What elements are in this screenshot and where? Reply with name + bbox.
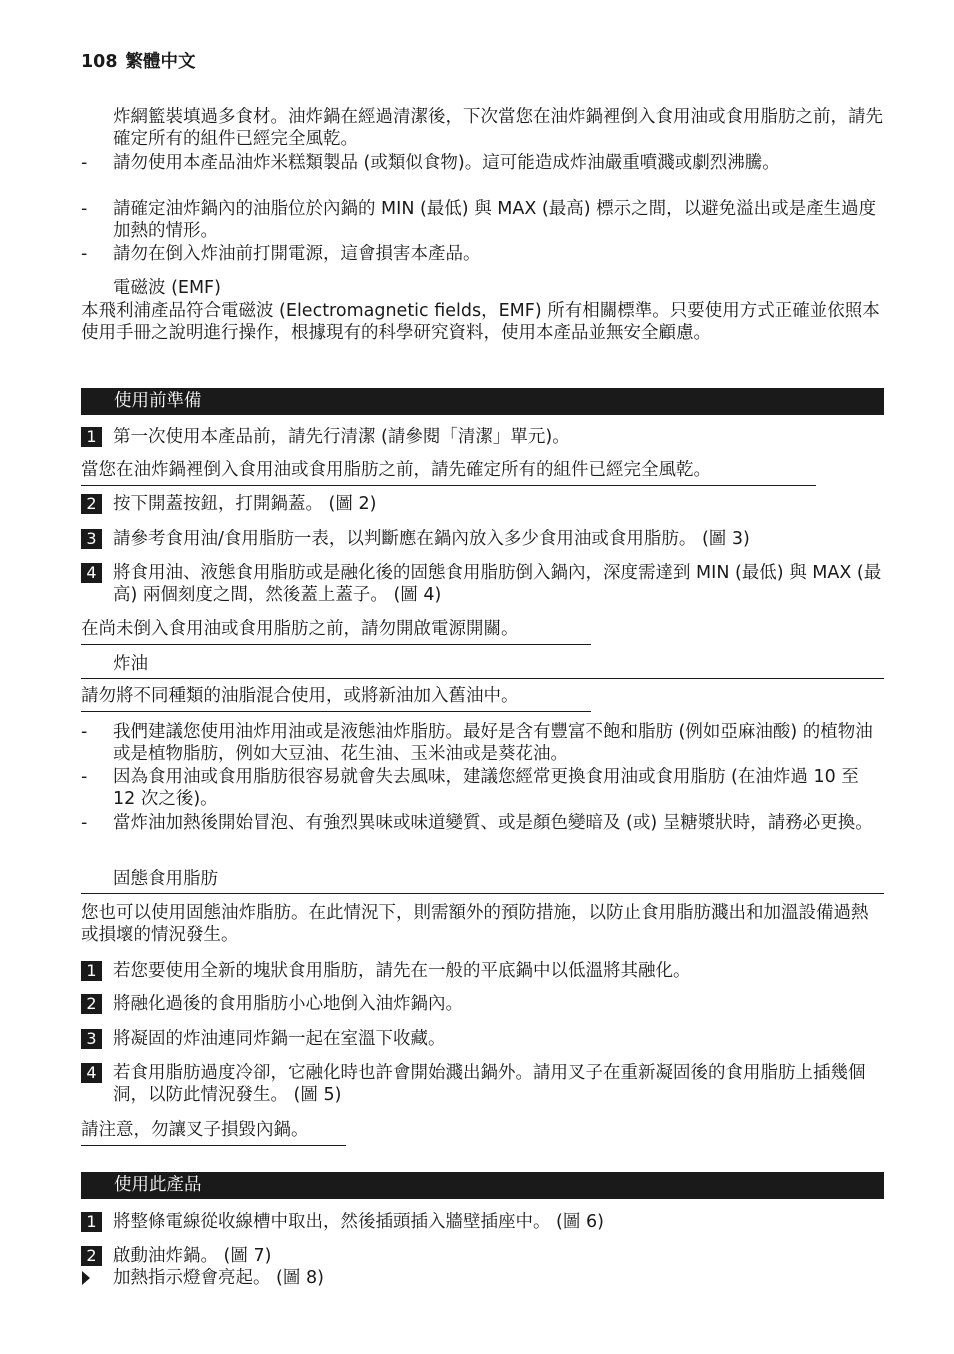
bullet-item: 當炸油加熱後開始冒泡、有強烈異味或味道變質、或是顏色變暗及 (或) 呈糖漿狀時，請務必更換。 [113,813,873,833]
step-number: 3 [81,529,102,549]
bullet-dash: - [81,722,88,742]
bullet-dash: - [81,244,88,264]
language-label: 繁體中文 [125,52,196,72]
frying-oil-heading: 炸油 [113,654,148,674]
section-bar-using [81,1172,884,1199]
heading-rule [81,678,884,679]
step-number: 3 [81,1029,102,1049]
step-number: 2 [81,494,102,514]
step-number: 1 [81,427,102,447]
step-number: 2 [81,994,102,1014]
step-text: 將整條電線從收線槽中取出，然後插頭插入牆壁插座中。 (圖 6) [113,1212,604,1232]
note-text: 在尚未倒入食用油或食用脂肪之前，請勿開啟電源開關。 [81,618,591,645]
bullet-item: 我們建議您使用油炸用油或是液態油炸脂肪。最好是含有豐富不飽和脂肪 (例如亞麻油酸) 的植物油或是植物脂肪，例如大豆油、花生油、玉米油或是葵花油。 [113,722,873,764]
bullet-item: 請勿使用本產品油炸米糕類製品 (或類似食物)。這可能造成炸油嚴重噴濺或劇烈沸騰。 [113,153,780,173]
bullet-item: 因為食用油或食用脂肪很容易就會失去風味，建議您經常更換食用油或食用脂肪 (在油炸過 10 至 12 次之後)。 [113,767,859,809]
emf-text: 本飛利浦產品符合電磁波 (Electromagnetic fields，EMF) 所有相關標準。只要使用方式正確並依照本使用手冊之說明進行操作，根據現有的科學研究資料，使用本產品並無安全顧慮。 [81,301,880,343]
bullet-dash: - [81,199,88,219]
note-text: 請注意，勿讓叉子損毀內鍋。 [81,1119,346,1146]
section-bar-preparation [81,388,884,415]
bullet-item: 請確定油炸鍋內的油脂位於內鍋的 MIN (最低) 與 MAX (最高) 標示之間，以避免溢出或是產生過度加熱的情形。 [113,199,877,241]
step-text: 請參考食用油/食用脂肪一表，以判斷應在鍋內放入多少食用油或食用脂肪。 (圖 3) [113,529,750,549]
bullet-dash: - [81,153,88,173]
section-title: 使用前準備 [114,391,202,411]
solid-fat-text: 您也可以使用固態油炸脂肪。在此情況下，則需額外的預防措施，以防止食用脂肪濺出和加溫設備過熱或損壞的情況發生。 [81,903,869,945]
step-text: 若您要使用全新的塊狀食用脂肪，請先在一般的平底鍋中以低溫將其融化。 [113,961,691,981]
step-number: 1 [81,961,102,981]
step-text: 將凝固的炸油連同炸鍋一起在室溫下收藏。 [113,1029,446,1049]
result-text: 加熱指示燈會亮起。 (圖 8) [113,1268,324,1288]
bullet-dash: - [81,767,88,787]
note-text: 請勿將不同種類的油脂混合使用，或將新油加入舊油中。 [81,685,591,712]
intro-paragraph: 炸網籃裝填過多食材。油炸鍋在經過清潔後，下次當您在油炸鍋裡倒入食用油或食用脂肪之前，請先確定所有的組件已經完全風乾。 [113,107,883,149]
section-title: 使用此產品 [114,1175,202,1195]
step-text: 若食用脂肪過度冷卻，它融化時也許會開始濺出鍋外。請用叉子在重新凝固後的食用脂肪上插幾個洞，以防此情況發生。 (圖 5) [113,1063,866,1105]
step-number: 4 [81,563,102,583]
result-arrow-icon [82,1271,90,1285]
solid-fat-heading: 固態食用脂肪 [113,869,218,889]
heading-rule [81,893,884,894]
step-number: 2 [81,1246,102,1266]
page-header [81,48,196,73]
step-text: 將食用油、液態食用脂肪或是融化後的固態食用脂肪倒入鍋內，深度需達到 MIN (最低) 與 MAX (最高) 兩個刻度之間，然後蓋上蓋子。 (圖 4) [113,563,882,605]
page-number: 108 [81,52,118,72]
step-number: 1 [81,1212,102,1232]
step-text: 將融化過後的食用脂肪小心地倒入油炸鍋內。 [113,994,463,1014]
note-text: 當您在油炸鍋裡倒入食用油或食用脂肪之前，請先確定所有的組件已經完全風乾。 [81,459,816,486]
emf-heading: 電磁波 (EMF) [113,278,221,298]
step-text: 第一次使用本產品前，請先行清潔 (請參閱「清潔」單元)。 [113,427,570,447]
bullet-dash: - [81,813,88,833]
bullet-item: 請勿在倒入炸油前打開電源，這會損害本產品。 [113,244,481,264]
step-number: 4 [81,1063,102,1083]
step-text: 按下開蓋按鈕，打開鍋蓋。 (圖 2) [113,494,377,514]
step-text: 啟動油炸鍋。 (圖 7) [113,1246,272,1266]
